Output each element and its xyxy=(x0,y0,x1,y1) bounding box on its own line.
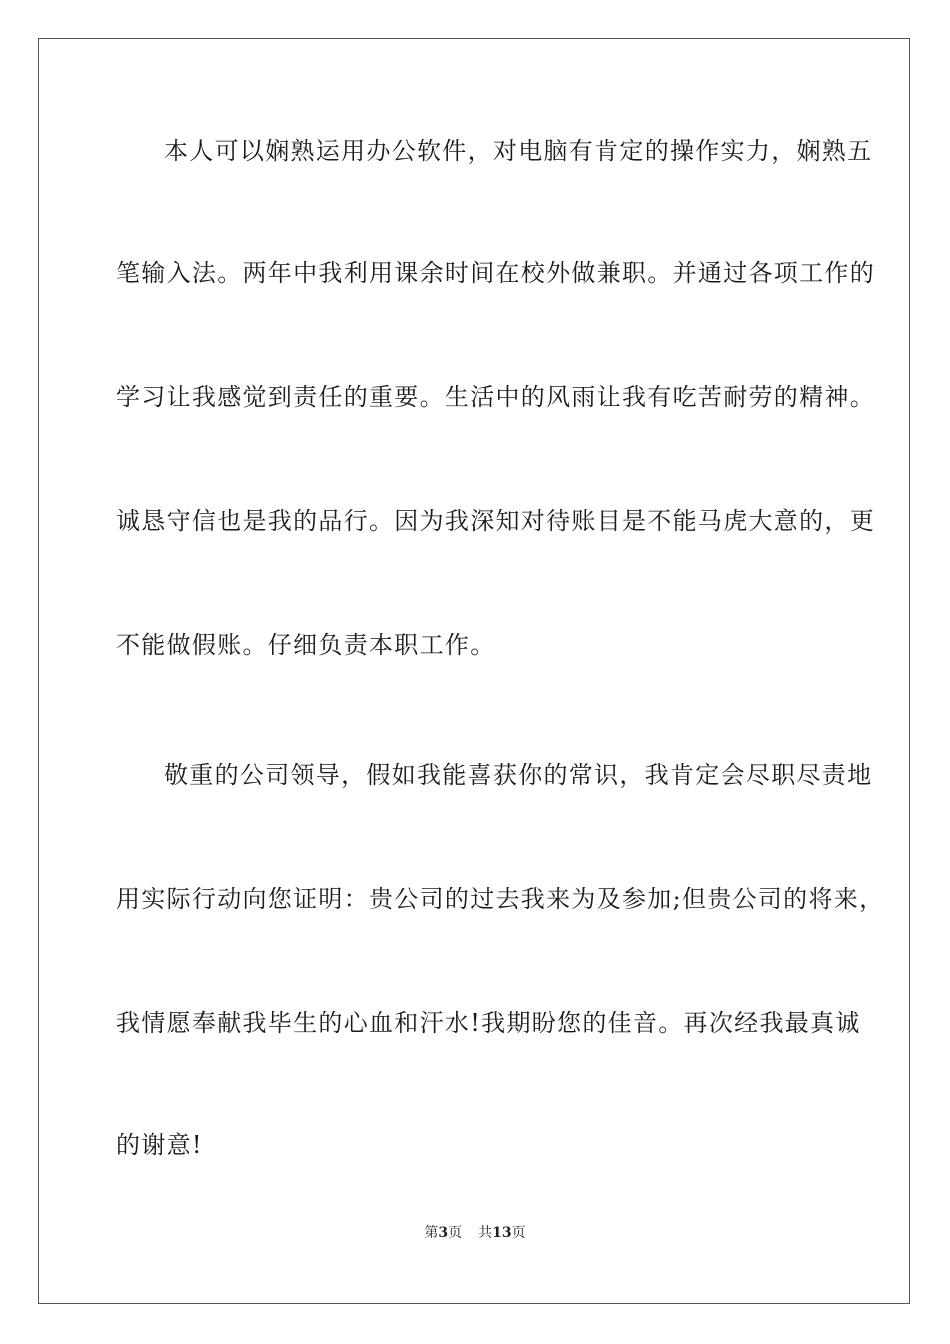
footer-total-suffix: 页 xyxy=(511,1225,526,1241)
body-line-6: 敬重的公司领导，假如我能喜获你的常识，我肯定会尽职尽责地 xyxy=(164,761,873,789)
footer-total-prefix: 共 xyxy=(478,1225,493,1241)
body-line-4: 诚恳守信也是我的品行。因为我深知对待账目是不能马虎大意的，更 xyxy=(116,507,875,535)
body-line-2: 笔输入法。两年中我利用课余时间在校外做兼职。并通过各项工作的 xyxy=(116,259,875,287)
body-line-5: 不能做假账。仔细负责本职工作。 xyxy=(116,631,496,659)
body-line-7: 用实际行动向您证明：贵公司的过去我来为及参加;但贵公司的将来， xyxy=(116,885,885,913)
footer-page-number: 3 xyxy=(438,1225,449,1241)
footer-total-pages: 13 xyxy=(492,1225,512,1241)
footer-page-suffix: 页 xyxy=(448,1225,463,1241)
page-frame xyxy=(38,38,910,1304)
body-line-3: 学习让我感觉到责任的重要。生活中的风雨让我有吃苦耐劳的精神。 xyxy=(116,383,875,411)
footer-page-prefix: 第 xyxy=(424,1225,439,1241)
page-footer xyxy=(0,1222,950,1242)
body-line-8: 我情愿奉献我毕生的心血和汗水!我期盼您的佳音。再次经我最真诚 xyxy=(116,1009,861,1037)
body-line-1: 本人可以娴熟运用办公软件，对电脑有肯定的操作实力，娴熟五 xyxy=(164,137,873,165)
body-line-9: 的谢意! xyxy=(116,1131,203,1159)
